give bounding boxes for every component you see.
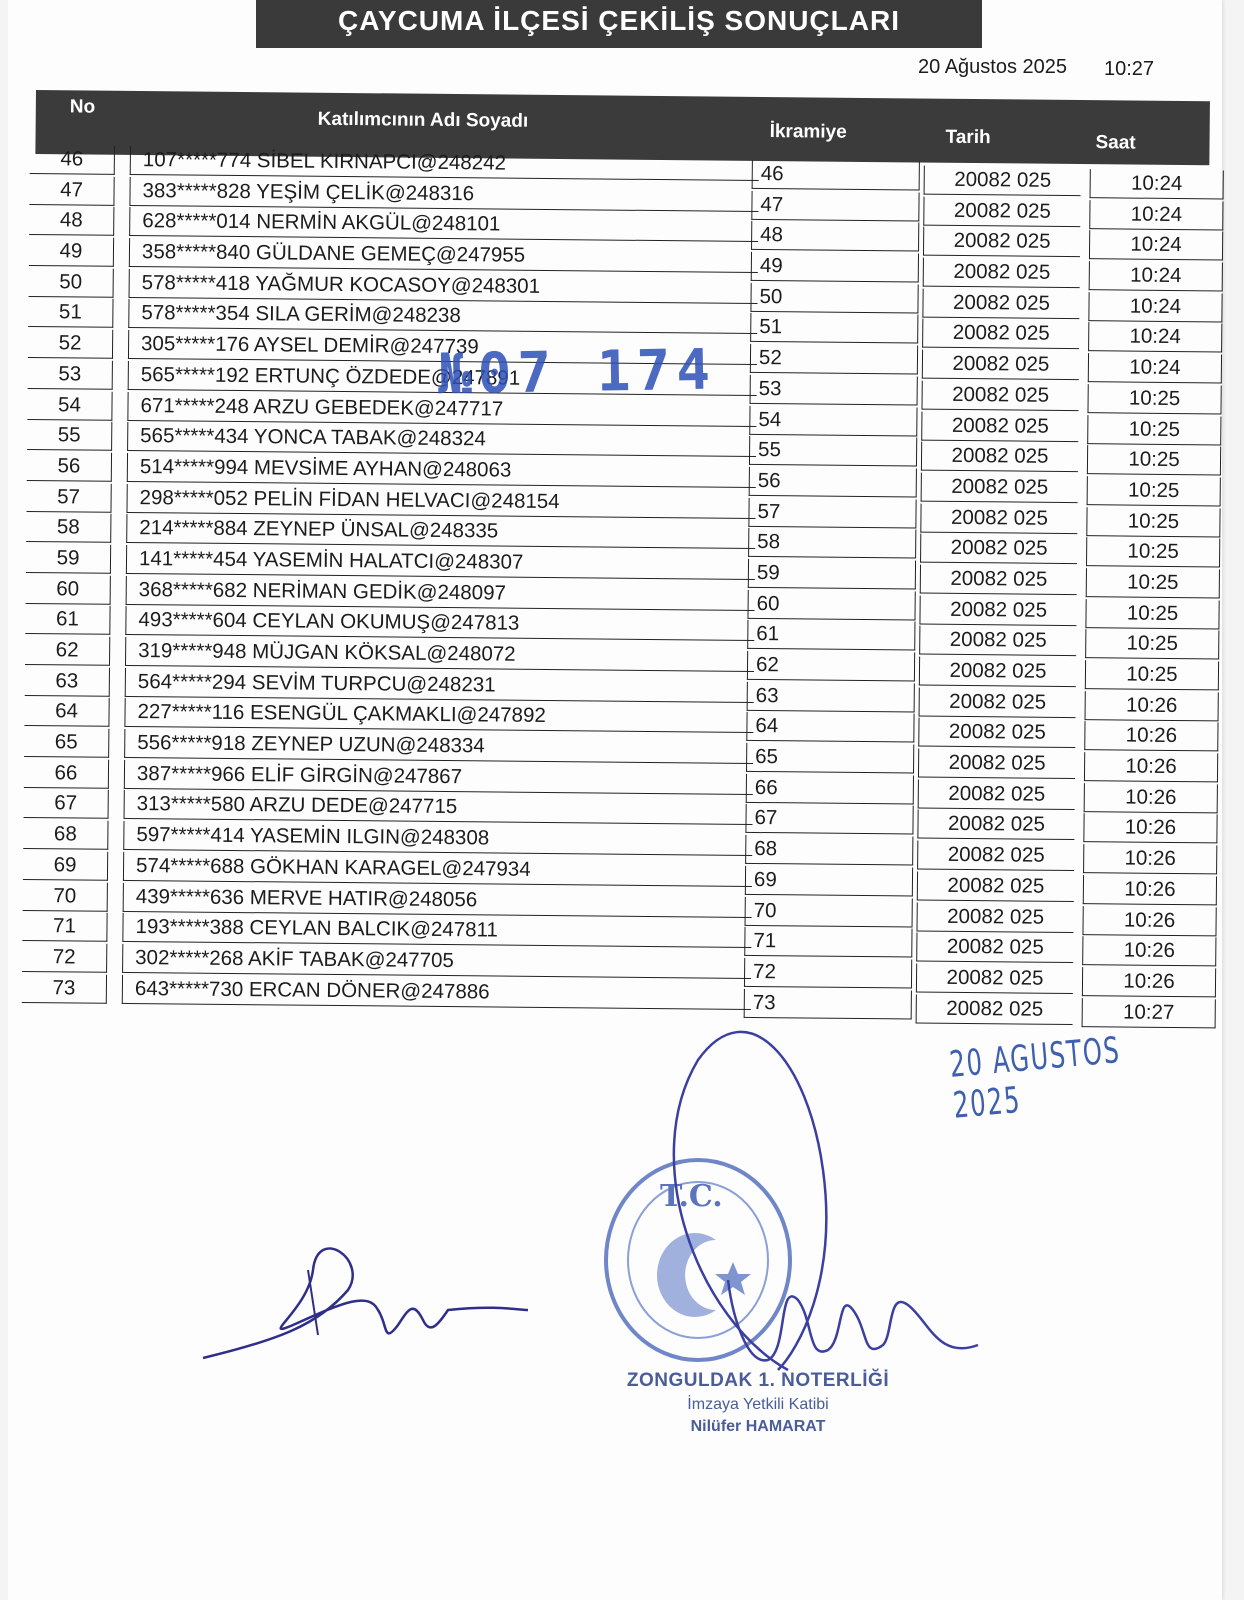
prize-number: 65	[746, 743, 914, 774]
row-number: 72	[22, 943, 107, 973]
draw-time: 10:24	[1088, 292, 1222, 322]
prize-number: 50	[750, 283, 918, 314]
notary-role: İmzaya Yetkili Katibi	[687, 1396, 829, 1413]
draw-date: 20082 025	[918, 749, 1075, 780]
row-number: 66	[24, 759, 109, 789]
prize-number: 73	[744, 988, 912, 1019]
draw-date: 20082 025	[919, 626, 1076, 657]
participant-name: 302*****268 AKİF TABAK@247705	[122, 944, 751, 979]
participant-name: 305*****176 AYSEL DEMİR@247739	[128, 330, 757, 365]
document-page	[8, 0, 1222, 1600]
draw-time: 10:25	[1085, 660, 1219, 690]
row-number: 49	[29, 237, 114, 267]
prize-number: 46	[752, 160, 920, 191]
participant-name: 493*****604 CEYLAN OKUMUŞ@247813	[125, 606, 754, 641]
row-number: 56	[27, 452, 112, 482]
draw-time: 10:27	[1082, 998, 1216, 1028]
draw-date: 20082 025	[922, 319, 1079, 350]
notary-name: Nilüfer HAMARAT	[690, 1418, 826, 1435]
prize-number: 72	[744, 958, 912, 989]
row-number: 48	[29, 206, 114, 236]
row-number: 50	[29, 268, 114, 298]
prize-number: 59	[748, 559, 916, 590]
participant-name: 387*****966 ELİF GİRGİN@247867	[124, 760, 753, 795]
participant-name: 565*****192 ERTUNÇ ÖZDEDE@247891	[128, 361, 757, 396]
draw-time: 10:25	[1085, 629, 1219, 659]
row-number: 55	[27, 421, 112, 451]
row-number: 46	[30, 145, 115, 175]
participant-name: 439*****636 MERVE HATIR@248056	[123, 882, 752, 917]
prize-number: 49	[751, 252, 919, 283]
row-number: 57	[26, 483, 111, 513]
draw-date: 20082 025	[919, 687, 1076, 718]
row-number: 69	[23, 851, 108, 881]
prize-number: 47	[751, 191, 919, 222]
prize-number: 60	[747, 590, 915, 621]
prize-number: 51	[750, 313, 918, 344]
draw-time: 10:25	[1087, 476, 1221, 506]
prize-number: 56	[749, 467, 917, 498]
draw-time: 10:25	[1086, 537, 1220, 567]
participant-name: 107*****774 SİBEL KIRNAPCI@248242	[130, 146, 759, 181]
participant-name: 597*****414 YASEMİN ILGIN@248308	[123, 821, 752, 856]
participant-name: 564*****294 SEVİM TURPCU@248231	[125, 668, 754, 703]
results-table	[22, 145, 1210, 1024]
participant-name: 628*****014 NERMİN AKGÜL@248101	[129, 207, 758, 242]
row-number: 54	[27, 390, 112, 420]
participant-name: 578*****418 YAĞMUR KOCASOY@248301	[129, 269, 758, 304]
draw-date: 20082 025	[921, 442, 1078, 473]
draw-time: 10:24	[1089, 231, 1223, 261]
header-tarih: Tarih	[945, 126, 991, 149]
row-number: 62	[25, 636, 110, 666]
draw-date: 20082 025	[920, 534, 1077, 565]
participant-name: 141*****454 YASEMİN HALATCI@248307	[126, 545, 755, 580]
row-number: 67	[24, 789, 109, 819]
prize-number: 71	[744, 927, 912, 958]
participant-name: 214*****884 ZEYNEP ÜNSAL@248335	[126, 514, 755, 549]
draw-date: 20082 025	[919, 657, 1076, 688]
participant-name: 313*****580 ARZU DEDE@247715	[124, 790, 753, 825]
draw-date: 20082 025	[917, 810, 1074, 841]
document-date: 20 Ağustos 2025	[918, 56, 1068, 78]
notary-signature	[638, 1020, 998, 1400]
row-number: 65	[24, 728, 109, 758]
participant-name: 383*****828 YEŞİM ÇELİK@248316	[129, 177, 758, 212]
participant-name: 227*****116 ESENGÜL ÇAKMAKLI@247892	[124, 698, 753, 733]
prize-number: 53	[750, 375, 918, 406]
draw-time: 10:24	[1090, 169, 1224, 199]
draw-time: 10:26	[1084, 722, 1218, 752]
header-no: No	[69, 96, 96, 118]
draw-date: 20082 025	[920, 565, 1077, 596]
participant-name: 556*****918 ZEYNEP UZUN@248334	[124, 729, 753, 764]
notary-office: ZONGULDAK 1. NOTERLİĞİ	[626, 1370, 890, 1391]
draw-time: 10:26	[1083, 875, 1217, 905]
row-number: 60	[26, 575, 111, 605]
header-ikramiye: İkramiye	[769, 121, 847, 143]
draw-time: 10:26	[1083, 814, 1217, 844]
row-number: 58	[26, 513, 111, 543]
draw-date: 20082 025	[921, 411, 1078, 442]
draw-date: 20082 025	[922, 380, 1079, 411]
participant-name: 643*****730 ERCAN DÖNER@247886	[122, 974, 751, 1009]
prize-number: 58	[748, 528, 916, 559]
participant-name: 565*****434 YONCA TABAK@248324	[127, 422, 756, 457]
row-number: 47	[29, 176, 114, 206]
signature-left	[198, 1230, 538, 1380]
participant-name: 514*****994 MEVSİME AYHAN@248063	[127, 453, 756, 488]
prize-number: 61	[747, 620, 915, 651]
draw-date: 20082 025	[923, 227, 1080, 258]
participant-name: 319*****948 MÜJGAN KÖKSAL@248072	[125, 637, 754, 672]
draw-date: 20082 025	[919, 595, 1076, 626]
draw-time: 10:26	[1082, 967, 1216, 997]
prize-number: 68	[745, 835, 913, 866]
draw-time: 10:25	[1087, 384, 1221, 414]
prize-number: 63	[747, 682, 915, 713]
draw-date: 20082 025	[916, 994, 1073, 1025]
prize-number: 52	[750, 344, 918, 375]
document-title: ÇAYCUMA İLÇESİ ÇEKİLİŞ SONUÇLARI	[256, 0, 982, 48]
prize-number: 70	[745, 896, 913, 927]
prize-number: 54	[749, 405, 917, 436]
draw-date: 20082 025	[923, 258, 1080, 289]
notary-block	[608, 1370, 908, 1436]
row-number: 59	[26, 544, 111, 574]
participant-name: 574*****688 GÖKHAN KARAGEL@247934	[123, 852, 752, 887]
document-time: 10:27	[1104, 58, 1155, 80]
draw-date: 20082 025	[918, 718, 1075, 749]
row-number: 51	[28, 298, 113, 328]
draw-time: 10:25	[1086, 568, 1220, 598]
draw-time: 10:26	[1082, 906, 1216, 936]
prize-number: 66	[746, 774, 914, 805]
draw-date: 20082 025	[923, 196, 1080, 227]
draw-date: 20082 025	[922, 350, 1079, 381]
draw-time: 10:26	[1083, 844, 1217, 874]
row-number: 61	[25, 605, 110, 635]
header-name: Katılımcının Adı Soyadı	[317, 108, 529, 132]
draw-time: 10:25	[1085, 599, 1219, 629]
participant-name: 193*****388 CEYLAN BALCIK@247811	[122, 913, 751, 948]
participant-name: 578*****354 SILA GERİM@248238	[128, 299, 757, 334]
prize-number: 67	[745, 804, 913, 835]
seal-text: T.C.	[660, 1179, 723, 1214]
row-number: 53	[28, 360, 113, 390]
date-stamp: 20 AGUSTOS 2025	[948, 1030, 1123, 1127]
draw-date: 20082 025	[916, 963, 1073, 994]
draw-time: 10:24	[1088, 323, 1222, 353]
header-saat: Saat	[1095, 132, 1136, 154]
number-stamp: №07 174	[437, 337, 717, 408]
row-number: 63	[25, 667, 110, 697]
prize-number: 62	[747, 651, 915, 682]
prize-number: 64	[746, 712, 914, 743]
draw-date: 20082 025	[922, 288, 1079, 319]
draw-time: 10:26	[1085, 691, 1219, 721]
row-number: 64	[24, 697, 109, 727]
row-number: 68	[23, 820, 108, 850]
prize-number: 57	[748, 497, 916, 528]
participant-name: 358*****840 GÜLDANE GEMEÇ@247955	[129, 238, 758, 273]
draw-time: 10:24	[1089, 261, 1223, 291]
draw-time: 10:26	[1084, 783, 1218, 813]
participant-name: 368*****682 NERİMAN GEDİK@248097	[126, 576, 755, 611]
prize-number: 55	[749, 436, 917, 467]
row-number: 52	[28, 329, 113, 359]
draw-date: 20082 025	[921, 472, 1078, 503]
participant-name: 671*****248 ARZU GEBEDEK@247717	[127, 391, 756, 426]
draw-date: 20082 025	[920, 503, 1077, 534]
draw-time: 10:24	[1088, 353, 1222, 383]
prize-number: 48	[751, 221, 919, 252]
draw-date: 20082 025	[924, 166, 1081, 197]
draw-time: 10:25	[1087, 415, 1221, 445]
draw-date: 20082 025	[916, 902, 1073, 933]
row-number: 71	[22, 912, 107, 942]
draw-time: 10:25	[1087, 445, 1221, 475]
draw-date: 20082 025	[917, 841, 1074, 872]
draw-time: 10:24	[1089, 200, 1223, 230]
prize-number: 69	[745, 866, 913, 897]
draw-time: 10:25	[1086, 507, 1220, 537]
draw-time: 10:26	[1084, 752, 1218, 782]
draw-date: 20082 025	[916, 933, 1073, 964]
draw-date: 20082 025	[917, 871, 1074, 902]
draw-date: 20082 025	[918, 779, 1075, 810]
row-number: 73	[22, 974, 107, 1004]
draw-time: 10:26	[1082, 936, 1216, 966]
row-number: 70	[23, 881, 108, 911]
participant-name: 298*****052 PELİN FİDAN HELVACI@248154	[126, 484, 755, 519]
